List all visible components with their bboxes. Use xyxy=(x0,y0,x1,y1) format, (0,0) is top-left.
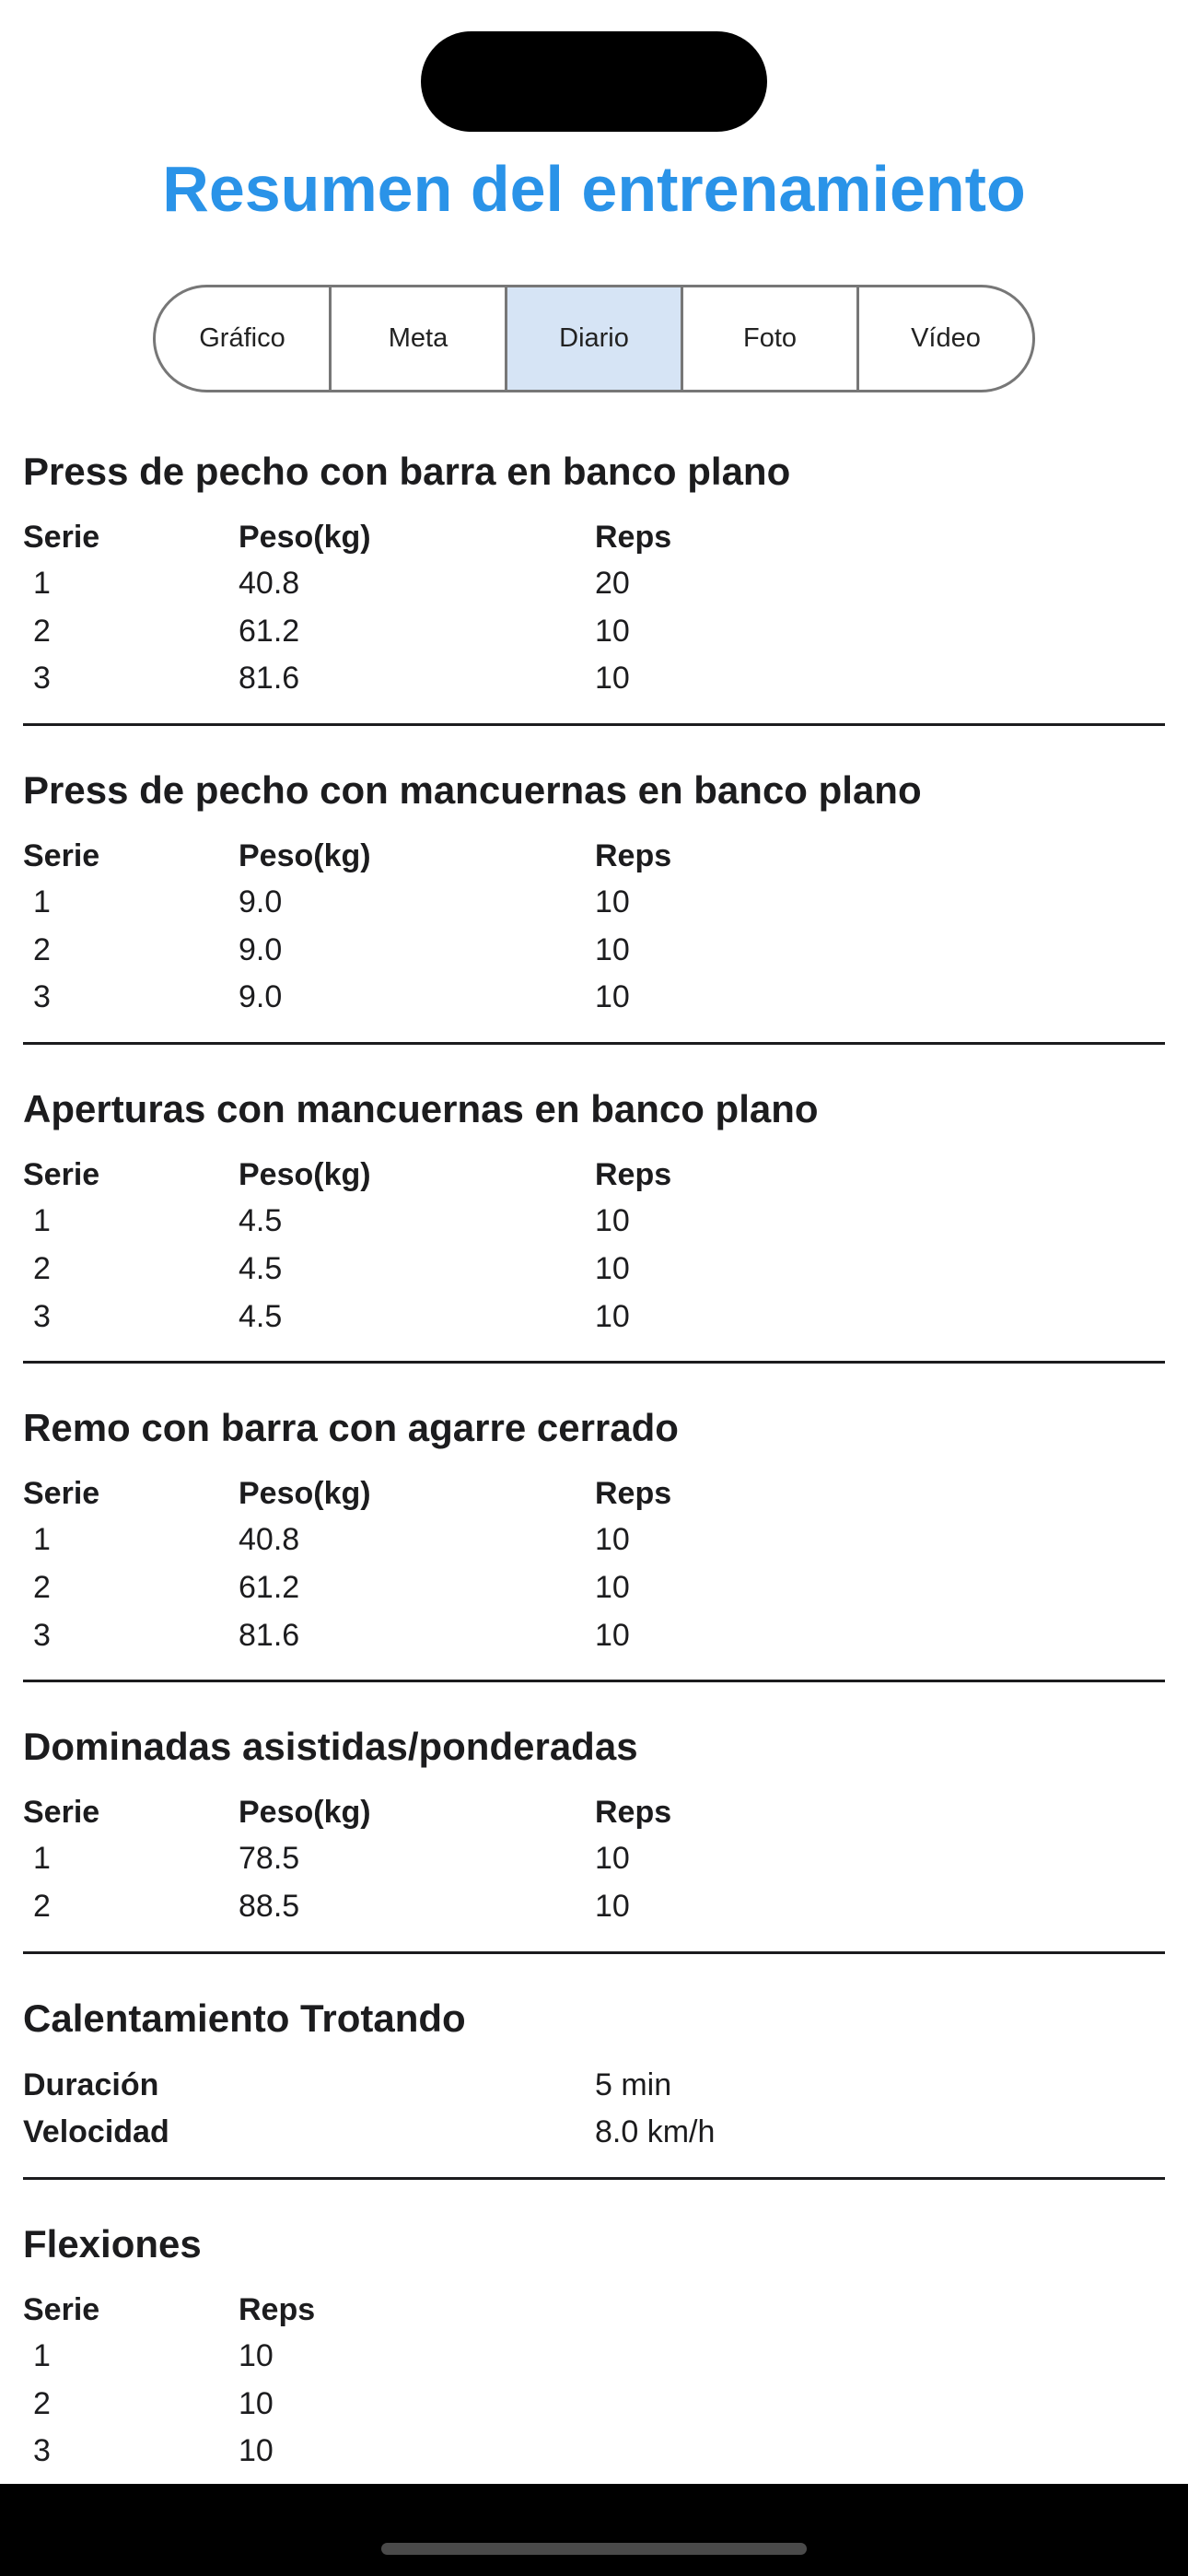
column-header-peso: Peso(kg) xyxy=(239,838,371,874)
set-reps: 10 xyxy=(595,1569,630,1605)
set-number: 1 xyxy=(33,566,51,601)
set-number: 2 xyxy=(33,1250,51,1286)
column-header-reps: Reps xyxy=(595,1476,672,1512)
set-reps: 10 xyxy=(595,1522,630,1558)
set-reps: 10 xyxy=(239,2338,274,2373)
section-divider xyxy=(23,1680,1165,1682)
exercise-name: Remo con barra con agarre cerrado xyxy=(23,1406,679,1450)
exercise-section xyxy=(23,763,1165,1045)
set-weight: 4.5 xyxy=(239,1298,283,1334)
set-number: 3 xyxy=(33,661,51,697)
set-row xyxy=(23,1612,1165,1660)
set-weight: 78.5 xyxy=(239,1841,300,1877)
set-row xyxy=(23,1516,1165,1564)
set-row xyxy=(23,2381,1165,2429)
column-header-reps: Reps xyxy=(595,1157,672,1193)
set-reps: 10 xyxy=(239,2433,274,2469)
set-reps: 10 xyxy=(595,931,630,967)
set-reps: 10 xyxy=(595,1888,630,1924)
tab-diario[interactable]: Diario xyxy=(505,287,681,390)
exercise-name: Dominadas asistidas/ponderadas xyxy=(23,1725,638,1769)
column-header-peso: Peso(kg) xyxy=(239,1795,371,1831)
tab-grafico[interactable]: Gráfico xyxy=(199,323,285,353)
column-header-serie: Serie xyxy=(23,520,100,555)
set-reps: 10 xyxy=(595,1298,630,1334)
set-number: 2 xyxy=(33,613,51,649)
tab-foto[interactable]: Foto xyxy=(681,287,856,390)
cardio-label: Duración xyxy=(23,2067,159,2102)
set-number: 3 xyxy=(33,2433,51,2469)
set-reps: 10 xyxy=(595,884,630,920)
cardio-row xyxy=(23,2109,1165,2157)
set-weight: 61.2 xyxy=(239,613,300,649)
exercise-name: Aperturas con mancuernas en banco plano xyxy=(23,1087,819,1131)
set-number: 1 xyxy=(33,1203,51,1239)
set-reps: 10 xyxy=(595,661,630,697)
set-row xyxy=(23,655,1165,703)
section-divider xyxy=(23,1361,1165,1364)
page-title: Resumen del entrenamiento xyxy=(162,153,1026,225)
column-header-peso: Peso(kg) xyxy=(239,520,371,555)
column-header-serie: Serie xyxy=(23,1476,100,1512)
cardio-label: Velocidad xyxy=(23,2114,169,2150)
exercise-section xyxy=(23,1400,1165,1682)
set-number: 3 xyxy=(33,979,51,1015)
set-number: 2 xyxy=(33,931,51,967)
exercise-name: Press de pecho con barra en banco plano xyxy=(23,450,791,493)
set-row xyxy=(23,927,1165,975)
exercise-name: Flexiones xyxy=(23,2222,202,2266)
tab-meta[interactable]: Meta xyxy=(329,287,505,390)
set-number: 1 xyxy=(33,884,51,920)
tab-video[interactable]: Vídeo xyxy=(856,287,1032,390)
set-reps: 10 xyxy=(239,2385,274,2421)
set-number: 3 xyxy=(33,1298,51,1334)
set-number: 1 xyxy=(33,1522,51,1558)
set-row xyxy=(23,1883,1165,1931)
home-indicator[interactable] xyxy=(381,2543,807,2555)
set-weight: 9.0 xyxy=(239,979,283,1015)
exercise-name: Calentamiento Trotando xyxy=(23,1996,466,2040)
sets-header xyxy=(23,2287,1165,2333)
set-number: 1 xyxy=(33,1841,51,1877)
set-weight: 4.5 xyxy=(239,1203,283,1239)
set-number: 1 xyxy=(33,2338,51,2373)
set-reps: 20 xyxy=(595,566,630,601)
exercise-section xyxy=(23,1719,1165,1953)
set-row xyxy=(23,2333,1165,2381)
cardio-value: 8.0 km/h xyxy=(595,2114,716,2150)
set-row xyxy=(23,1835,1165,1883)
set-number: 3 xyxy=(33,1617,51,1653)
set-weight: 40.8 xyxy=(239,1522,300,1558)
set-reps: 10 xyxy=(595,613,630,649)
set-weight: 9.0 xyxy=(239,884,283,920)
exercise-section xyxy=(23,444,1165,726)
section-divider xyxy=(23,723,1165,726)
bottom-safe-area xyxy=(0,2484,1188,2576)
sets-header xyxy=(23,1152,1165,1198)
set-reps: 10 xyxy=(595,1841,630,1877)
column-header-serie: Serie xyxy=(23,1157,100,1193)
set-weight: 81.6 xyxy=(239,1617,300,1653)
sets-header xyxy=(23,1470,1165,1516)
set-weight: 61.2 xyxy=(239,1569,300,1605)
column-header-reps: Reps xyxy=(595,520,672,555)
set-row xyxy=(23,974,1165,1022)
column-header-peso: Peso(kg) xyxy=(239,1157,371,1193)
set-reps: 10 xyxy=(595,979,630,1015)
workout-log xyxy=(23,444,1165,2476)
set-row xyxy=(23,1564,1165,1612)
section-divider xyxy=(23,2177,1165,2180)
set-number: 2 xyxy=(33,1569,51,1605)
set-row xyxy=(23,1294,1165,1341)
column-header-peso: Peso(kg) xyxy=(239,1476,371,1512)
view-segmented-control xyxy=(153,285,1035,392)
set-weight: 88.5 xyxy=(239,1888,300,1924)
set-row xyxy=(23,1198,1165,1246)
set-number: 2 xyxy=(33,1888,51,1924)
section-divider xyxy=(23,1042,1165,1045)
sets-header xyxy=(23,1789,1165,1835)
set-weight: 9.0 xyxy=(239,931,283,967)
exercise-name: Press de pecho con mancuernas en banco plano xyxy=(23,768,922,813)
set-row xyxy=(23,879,1165,927)
exercise-section xyxy=(23,2217,1165,2476)
column-header-reps: Reps xyxy=(239,2292,316,2327)
set-row xyxy=(23,608,1165,656)
set-weight: 4.5 xyxy=(239,1250,283,1286)
section-divider xyxy=(23,1951,1165,1954)
cardio-value: 5 min xyxy=(595,2067,672,2102)
set-row xyxy=(23,560,1165,608)
set-weight: 81.6 xyxy=(239,661,300,697)
column-header-serie: Serie xyxy=(23,1795,100,1831)
set-weight: 40.8 xyxy=(239,566,300,601)
set-reps: 10 xyxy=(595,1203,630,1239)
set-reps: 10 xyxy=(595,1250,630,1286)
set-row xyxy=(23,1246,1165,1294)
sets-header xyxy=(23,514,1165,560)
cardio-section xyxy=(23,1991,1165,2180)
sets-header xyxy=(23,833,1165,879)
column-header-serie: Serie xyxy=(23,2292,100,2327)
column-header-reps: Reps xyxy=(595,838,672,874)
set-row xyxy=(23,2428,1165,2476)
cardio-row xyxy=(23,2062,1165,2110)
column-header-reps: Reps xyxy=(595,1795,672,1831)
column-header-serie: Serie xyxy=(23,838,100,874)
dynamic-island xyxy=(421,31,767,132)
exercise-section xyxy=(23,1082,1165,1364)
set-number: 2 xyxy=(33,2385,51,2421)
set-reps: 10 xyxy=(595,1617,630,1653)
